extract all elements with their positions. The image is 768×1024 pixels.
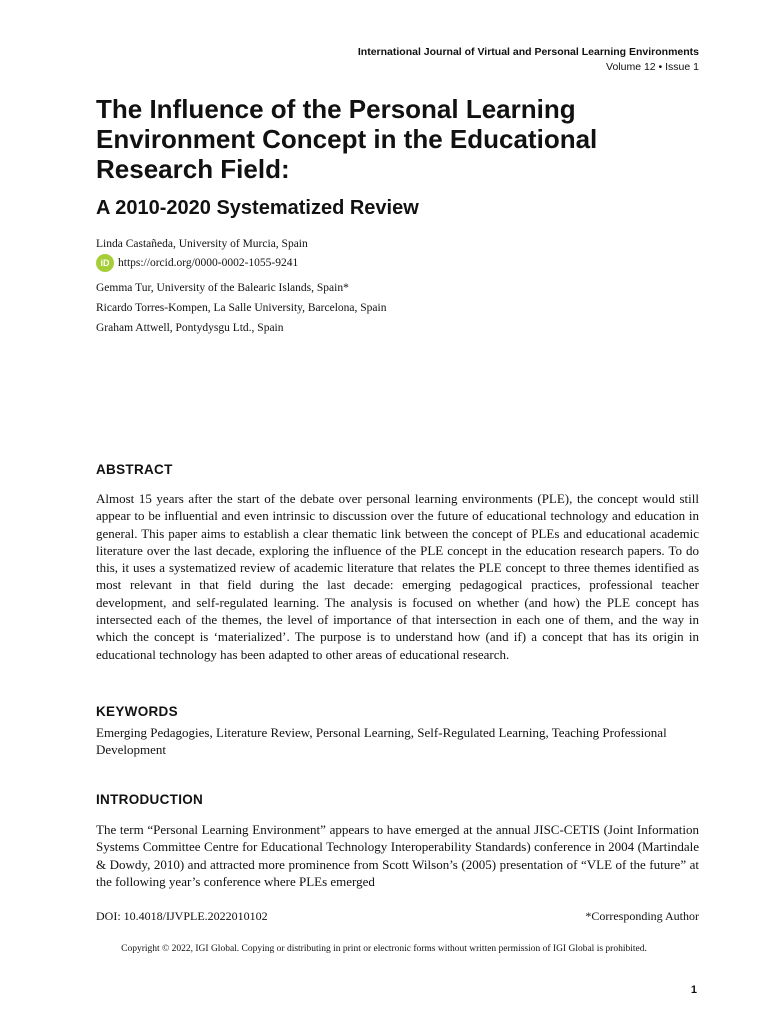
- abstract-text: Almost 15 years after the start of the debate over personal learning environments (PLE), the concept would still appear to be influential and even intrinsic to discussion over the future of educational technology and education in general. This paper aims to establish a clear thematic link between the concept of PLEs and educational academic literature over the last decade, exploring the influence of the PLE concept in the education research papers. To do this, it uses a systematized review of academic literature that relates the PLE concept to three themes identified as most relevant in that field during the last decade: emerging pedagogical practices, professional teacher development, and self-regulated learning. The analysis is focused on whether (and how) the PLE concept has intersected each of the themes, the level of importance of that intersection in each one of them, and the way in which the concept is ‘materialized’. The purpose is to understand how (and if) a concept that has its origin in educational technology has been adapted to other areas of educational research.: [96, 491, 699, 662]
- doi: DOI: 10.4018/IJVPLE.2022010102: [96, 909, 268, 923]
- orcid-link[interactable]: https://orcid.org/0000-0002-1055-9241: [118, 257, 299, 269]
- orcid-line: [96, 254, 298, 272]
- author-torres-kompen: Ricardo Torres-Kompen, La Salle University, Barcelona, Spain: [96, 302, 387, 314]
- journal-header: [358, 45, 699, 75]
- orcid-icon: iD: [96, 254, 114, 272]
- page-number: 1: [690, 984, 697, 996]
- author-castaneda: Linda Castañeda, University of Murcia, Spain: [96, 238, 308, 250]
- article-subtitle: A 2010-2020 Systematized Review: [96, 197, 419, 219]
- author-tur: Gemma Tur, University of the Balearic Islands, Spain*: [96, 282, 349, 294]
- article-title: The Influence of the Personal Learning Environment Concept in the Educational Research Field:: [96, 94, 598, 184]
- keywords-heading: KEYWORDS: [96, 704, 178, 719]
- keywords-text: Emerging Pedagogies, Literature Review, Personal Learning, Self-Regulated Learning, Teaching Professional Development: [96, 725, 667, 758]
- journal-name: International Journal of Virtual and Personal Learning Environments: [357, 46, 699, 58]
- volume-issue: Volume 12 • Issue 1: [606, 61, 699, 73]
- corresponding-author-note: *Corresponding Author: [585, 909, 699, 923]
- introduction-text: The term “Personal Learning Environment” appears to have emerged at the annual JISC-CETIS (Joint Information Systems Committee Centre for Educational Technology Interoperability Standards) conference in 2004 (Martindale & Dowdy, 2010) and attracted more prominence from Scott Wilson’s (2005) presentation of “VLE of the future” at the following year’s conference where PLEs emerged: [96, 822, 699, 889]
- author-attwell: Graham Attwell, Pontydysgu Ltd., Spain: [96, 322, 284, 334]
- introduction-heading: INTRODUCTION: [96, 792, 204, 807]
- copyright-notice: Copyright © 2022, IGI Global. Copying or distributing in print or electronic forms without written permission of IGI Global is prohibited.: [121, 944, 647, 954]
- abstract-heading: ABSTRACT: [96, 462, 173, 477]
